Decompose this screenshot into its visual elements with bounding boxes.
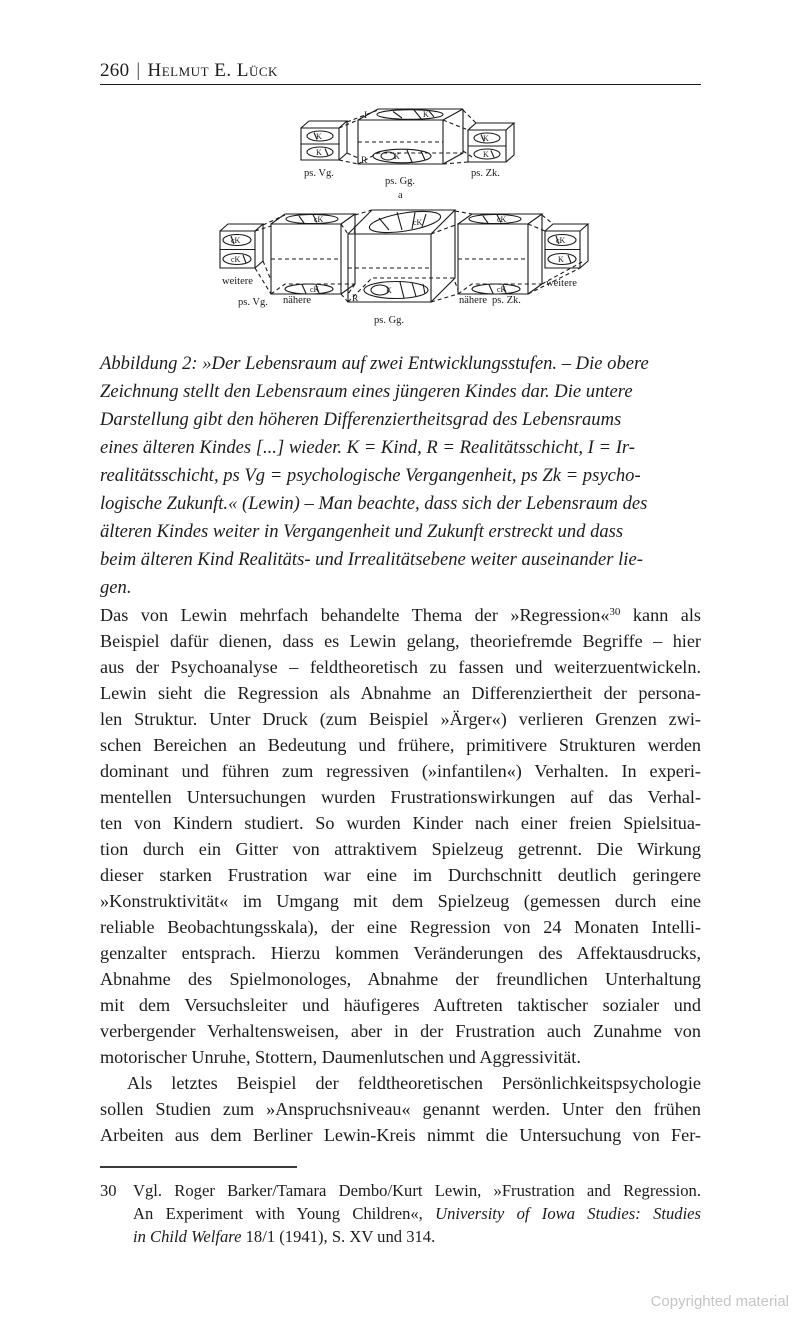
footnote-journal-title: in Child Welfare — [133, 1227, 242, 1247]
caption-line: älteren Kindes weiter in Vergangenheit und Zukunft erstreckt und dass — [100, 521, 624, 542]
label-i: I — [364, 111, 368, 121]
body-line: Lewin sieht die Regression als Abnahme an Differenziertheit der persona- — [100, 683, 701, 703]
label-ps-gg: ps. Gg. — [385, 176, 416, 187]
body-line: dominant und führen zum regressiven (»infantilen«) Verhalten. In experi- — [100, 761, 701, 781]
caption-line: Zeichnung stellt den Lebensraum eines jüngeren Kindes dar. Die untere — [100, 381, 633, 402]
figure-bottom-diagram-older-child — [183, 202, 613, 330]
body-line-text: kann als — [620, 605, 701, 625]
letter-ck: cK — [231, 236, 241, 245]
body-line: Beispiel dafür dienen, dass es Lewin gelang, theoriefremde Begriffe – hier — [100, 631, 701, 651]
body-line: ten von Kindern studiert. So wurden Kinder nach einer freien Spielsitua- — [100, 813, 701, 833]
top-diagram-letters — [304, 110, 500, 200]
label-r: R — [361, 156, 368, 166]
body-line: verbergender Verhaltensweisen, aber in der Frustration auch Zunahme von — [100, 1021, 701, 1041]
caption-line: beim älteren Kind Realitäts- und Irrealitätsebene weiter auseinander lie- — [100, 549, 643, 570]
body-line: genzalter entsprach. Hierzu kommen Veränderungen des Affektausdrucks, — [100, 943, 701, 963]
body-text — [100, 602, 701, 1148]
label-weitere: weitere — [222, 276, 253, 287]
label-r: R — [352, 294, 359, 304]
footnote-text — [133, 1179, 701, 1249]
caption-line: Darstellung gibt den höheren Differenziertheitsgrad des Lebensraums — [100, 409, 622, 430]
label-ps-zk: ps. Zk. — [492, 295, 521, 306]
body-line: mit dem Versuchsleiter und häufigeres Auftreten taktischer sozialer und — [100, 995, 701, 1015]
caption-line: eines älteren Kindes [...] wieder. K = Kind, R = Realitätsschicht, I = Ir- — [100, 437, 635, 458]
body-line: aus der Psychoanalyse – feldtheoretisch zu fassen und weiterzuentwickeln. — [100, 657, 701, 677]
letter-k: K — [483, 150, 489, 159]
body-line: Als letztes Beispiel der feldtheoretischen Persönlichkeitspsychologie — [127, 1073, 701, 1093]
body-line: reliable Beobachtungsskala), der eine Regression von 24 Monaten Intelli- — [100, 917, 701, 937]
label-ps-gg: ps. Gg. — [374, 315, 405, 326]
header-separator: | — [136, 60, 141, 81]
label-naehere: nähere — [283, 295, 311, 306]
bottom-diagram-lines — [220, 207, 588, 302]
caption-line: gen. — [100, 577, 132, 598]
footnote-line-text: 18/1 (1941), S. XV und 314. — [241, 1227, 436, 1247]
page-number: 260 — [100, 60, 130, 81]
letter-ck: cK — [310, 285, 320, 294]
figure-top-diagram-younger-child — [283, 106, 518, 200]
label-weitere: weitere — [546, 278, 577, 289]
letter-k: K — [558, 255, 564, 264]
running-header — [100, 60, 700, 82]
footnote-number: 30 — [100, 1181, 117, 1200]
body-line: »Konstruktivität« im Umgang mit dem Spielzeug (gemessen durch eine — [100, 891, 701, 911]
footnote-line — [133, 1202, 701, 1225]
header-author: Helmut E. Lück — [147, 60, 278, 81]
label-ps-vg: ps. Vg. — [238, 297, 268, 308]
body-line: schen Bereichen an Bedeutung und frühere, primitivere Strukturen werden — [100, 735, 701, 755]
letter-k: K — [386, 286, 392, 295]
label-i: I — [353, 226, 357, 236]
letter-ck: cK — [497, 285, 507, 294]
footnote-line-text: An Experiment with Young Children«, — [133, 1204, 436, 1224]
body-line: sollen Studien zum »Anspruchsniveau« genannt werden. Unter den frühen — [100, 1099, 701, 1119]
body-line: len Struktur. Unter Druck (zum Beispiel »Ärger«) verlieren Grenzen zwi- — [100, 709, 701, 729]
footnote-line: Vgl. Roger Barker/Tamara Dembo/Kurt Lewin, »Frustration and Regression. — [133, 1181, 701, 1200]
letter-ck: cK — [556, 236, 566, 245]
letter-ck: cK — [314, 215, 324, 224]
letter-ck: cK — [231, 255, 241, 264]
body-line: dieser starken Frustration war eine im Durchschnitt deutlich geringere — [100, 865, 701, 885]
caption-line: logische Zukunft.« (Lewin) – Man beachte, dass sich der Lebensraum des — [100, 493, 648, 514]
footnote-reference-30: 30 — [609, 606, 621, 618]
body-line: motorischer Unruhe, Stottern, Daumenlutschen und Aggressivität. — [100, 1047, 581, 1067]
footnote-line — [133, 1225, 701, 1248]
label-ps-vg: ps. Vg. — [304, 168, 334, 179]
footnote-rule — [100, 1166, 297, 1168]
copyright-watermark: Copyrighted material — [650, 1293, 789, 1310]
caption-line: realitätsschicht, ps Vg = psychologische Vergangenheit, ps Zk = psycho- — [100, 465, 641, 486]
body-line: mentellen Untersuchungen wurden Frustrationswirkungen auf das Verhal- — [100, 787, 701, 807]
label-ps-zk: ps. Zk. — [471, 168, 500, 179]
letter-k: K — [316, 148, 322, 157]
letter-ck: cK — [497, 215, 507, 224]
figure-caption — [100, 350, 702, 602]
letter-k: K — [394, 152, 400, 161]
footnote-journal-title: University of Iowa Studies: Studies — [435, 1204, 701, 1224]
label-naehere: nähere — [459, 295, 487, 306]
letter-k: K — [423, 110, 429, 119]
body-line: tion durch ein Gitter von attraktivem Spielzeug getrennt. Die Wirkung — [100, 839, 701, 859]
letter-k: K — [483, 134, 489, 143]
footnote-30 — [100, 1179, 701, 1249]
label-sub-a: a — [398, 190, 403, 200]
body-line: Arbeiten aus dem Berliner Lewin-Kreis nimmt die Untersuchung von Fer- — [100, 1125, 701, 1145]
body-line: Abnahme des Spielmonologes, Abnahme der freundlichen Unterhaltung — [100, 969, 701, 989]
letter-k: K — [316, 132, 322, 141]
header-rule — [100, 84, 701, 85]
letter-ck: cK — [413, 218, 423, 227]
body-line-text: Das von Lewin mehrfach behandelte Thema der »Regression« — [100, 605, 610, 625]
body-line — [100, 602, 701, 628]
caption-line: Abbildung 2: »Der Lebensraum auf zwei Entwicklungsstufen. – Die obere — [100, 353, 649, 374]
